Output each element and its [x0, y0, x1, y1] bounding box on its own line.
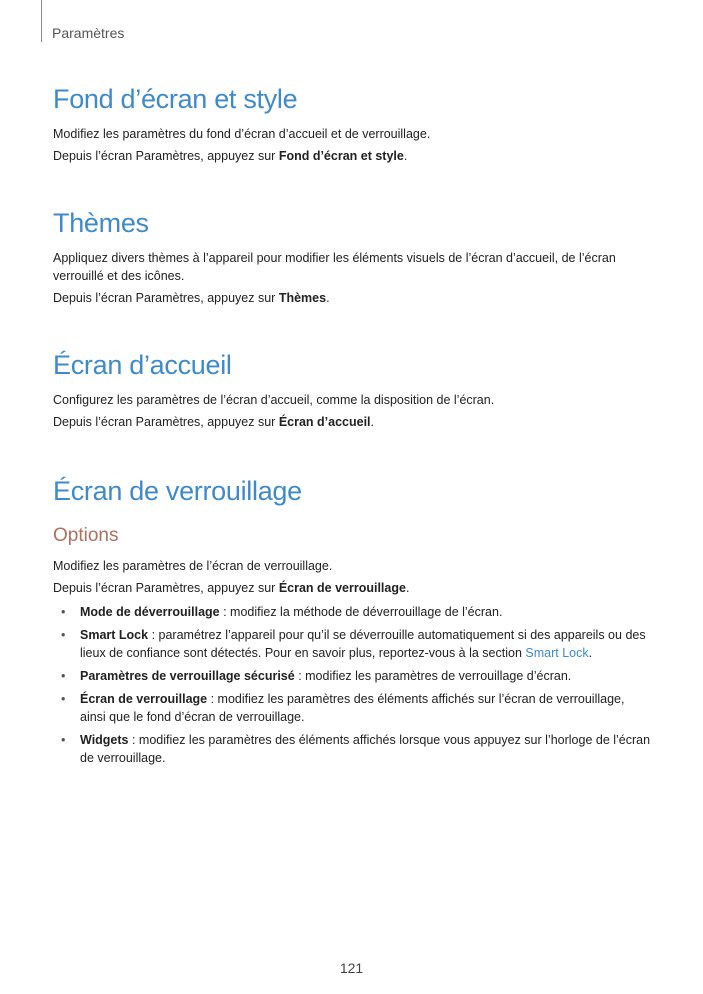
paragraph: Modifiez les paramètres du fond d’écran d’accueil et de verrouillage. — [53, 127, 431, 141]
setting-path: Thèmes — [278, 291, 327, 305]
setting-path: Écran d’accueil — [278, 415, 371, 429]
list-item: • Écran de verrouillage : modifiez les paramètres des éléments affichés sur l’écran de verrouillage, ainsi que le fond d’écran de verrouillage. — [61, 692, 625, 724]
bullet-icon: • — [61, 669, 66, 683]
page-header-title: Paramètres — [52, 25, 125, 41]
section-heading-wallpaper: Fond d’écran et style — [53, 84, 298, 114]
section-home-screen — [53, 350, 653, 435]
section-wallpaper — [53, 84, 653, 169]
section-heading-home-screen: Écran d’accueil — [53, 350, 232, 380]
paragraph: Appliquez divers thèmes à l’appareil pour modifier les éléments visuels de l’écran d’accueil, de l’écran verrouillé et des icônes. — [53, 251, 616, 283]
paragraph: Depuis l’écran Paramètres, appuyez sur Écran d’accueil. — [53, 415, 375, 429]
paragraph: Modifiez les paramètres de l’écran de verrouillage. — [53, 559, 333, 573]
paragraph: Depuis l’écran Paramètres, appuyez sur Fond d’écran et style. — [53, 149, 408, 163]
paragraph: Configurez les paramètres de l’écran d’accueil, comme la disposition de l’écran. — [53, 393, 495, 407]
section-lock-screen — [53, 476, 653, 772]
bullet-icon: • — [61, 733, 66, 747]
subsection-heading-options: Options — [53, 525, 119, 546]
setting-path: Fond d’écran et style — [278, 149, 404, 163]
list-item: • Smart Lock : paramétrez l’appareil pour qu’il se déverrouille automatiquement si des appareils ou des lieux de confiance sont détectés. Pour en savoir plus, reportez-vous à la section Smart Lock. — [61, 628, 646, 660]
options-list — [53, 603, 653, 767]
setting-path: Écran de verrouillage — [278, 581, 406, 595]
header-divider — [41, 0, 42, 42]
page-number: 121 — [339, 960, 364, 976]
paragraph: Depuis l’écran Paramètres, appuyez sur Thèmes. — [53, 291, 330, 305]
section-themes — [53, 208, 653, 311]
bullet-icon: • — [61, 692, 66, 706]
smart-lock-link[interactable]: Smart Lock — [525, 646, 589, 660]
list-item: • Paramètres de verrouillage sécurisé : modifiez les paramètres de verrouillage d’écran. — [61, 669, 572, 683]
paragraph: Depuis l’écran Paramètres, appuyez sur Écran de verrouillage. — [53, 581, 410, 595]
bullet-icon: • — [61, 605, 66, 619]
bullet-icon: • — [61, 628, 66, 642]
list-item: • Mode de déverrouillage : modifiez la méthode de déverrouillage de l’écran. — [61, 605, 503, 619]
list-item: • Widgets : modifiez les paramètres des éléments affichés lorsque vous appuyez sur l’horloge de l’écran de verrouillage. — [61, 733, 651, 765]
section-heading-lock-screen: Écran de verrouillage — [53, 476, 302, 506]
section-heading-themes: Thèmes — [53, 208, 149, 238]
